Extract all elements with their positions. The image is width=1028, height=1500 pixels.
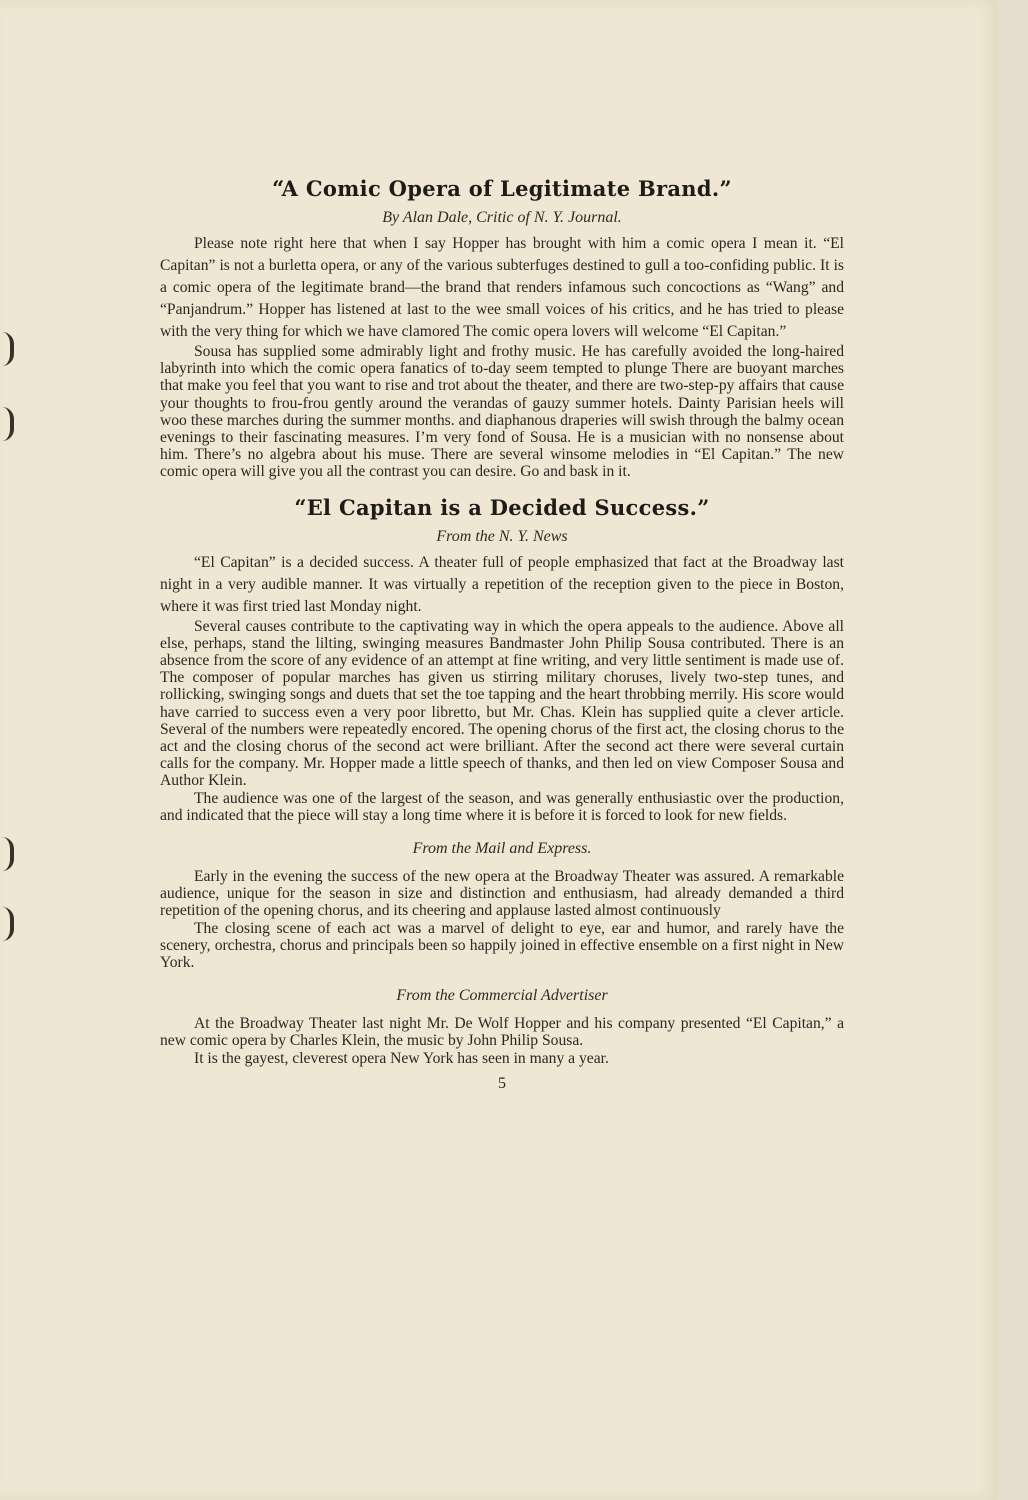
binding-thread [0, 835, 14, 875]
article-source: From the N. Y. News [436, 527, 568, 545]
section-source: From the Mail and Express. [412, 840, 592, 858]
article-title: “A Comic Opera of Legitimate Brand.” [272, 176, 732, 201]
page-edge [998, 0, 1028, 1500]
article-title: “El Capitan is a Decided Success.” [294, 494, 710, 520]
paragraph: The audience was one of the largest of the season, and was generally enthusiastic over the production, and indicated that the piece will stay a long time where it is before it is forced to look for new fields. [160, 789, 844, 824]
binding-thread [0, 405, 14, 445]
paragraph: Early in the evening the success of the new opera at the Broadway Theater was assured. A remarkable audience, unique for the season in size and distinction and enthusiasm, had already demanded a third repetition of the opening chorus, and its cheering and applause lasted almost continuously [160, 868, 844, 920]
document-body [160, 176, 844, 1093]
page-number: 5 [498, 1074, 506, 1092]
paragraph: At the Broadway Theater last night Mr. De Wolf Hopper and his company presented “El Capitan,” a new comic opera by Charles Klein, the music by John Philip Sousa. [160, 1015, 844, 1050]
binding-thread [0, 905, 14, 945]
paragraph: Please note right here that when I say Hopper has brought with him a comic opera I mean it. “El Capitan” is not a burletta opera, or any of the various subterfuges destined to gull a too-confiding public. It is a comic opera of the legitimate brand—the brand that renders infamous such concoctions as “Wang” and “Panjandrum.” Hopper has listened at last to the wee small voices of his critics, and he has tried to please with the very thing for which we have clamored The comic opera lovers will welcome “El Capitan.” [160, 235, 844, 340]
binding-thread [0, 330, 14, 370]
paragraph: Sousa has supplied some admirably light and frothy music. He has carefully avoided the long-haired labyrinth into which the comic opera fanatics of to-day seem tempted to plunge There are buoyant marches that make you feel that you want to rise and trot about the theater, and there are two-step-py affairs that cause your thoughts to frou-frou gently around the verandas of gauzy summer hotels. Dainty Parisian heels will woo these marches during the summer months. and diaphanous draperies will swish through the balmy ocean evenings to their fascinating measures. I’m very fond of Sousa. He is a musician with no nonsense about him. There’s no algebra about his muse. There are several winsome melodies in “El Capitan.” The new comic opera will give you all the contrast you can desire. Go and bask in it. [160, 343, 844, 481]
paragraph: It is the gayest, cleverest opera New York has seen in many a year. [194, 1049, 609, 1067]
article-byline: By Alan Dale, Critic of N. Y. Journal. [382, 209, 622, 226]
paragraph: The closing scene of each act was a marvel of delight to eye, ear and humor, and rarely have the scenery, orchestra, chorus and principals been so happily joined in effective ensemble on a first night in New York. [160, 919, 844, 972]
paragraph: Several causes contribute to the captivating way in which the opera appeals to the audience. Above all else, perhaps, stand the lilting, swinging measures Bandmaster John Philip Sousa contributed. There is an absence from the score of any evidence of an attempt at fine writing, and very little sentiment is made use of. The composer of popular marches has given us stirring military choruses, lively two-step tunes, and rollicking, swinging songs and duets that set the toe tapping and the heart throbbing merrily. His score would have carried to success even a very poor libretto, but Mr. Chas. Klein has supplied quite a clever article. Several of the numbers were repeatedly encored. The opening chorus of the first act, the closing chorus to the act and the closing chorus of the second act were brilliant. After the second act there were several curtain calls for the company. Mr. Hopper made a little speech of thanks, and then led on view Composer Sousa and Author Klein. [160, 617, 844, 790]
section-source: From the Commercial Advertiser [396, 987, 608, 1005]
paragraph: “El Capitan” is a decided success. A theater full of people emphasized that fact at the Broadway last night in a very audible manner. It was virtually a repetition of the reception given to the piece in Boston, where it was first tried last Monday night. [160, 553, 844, 615]
